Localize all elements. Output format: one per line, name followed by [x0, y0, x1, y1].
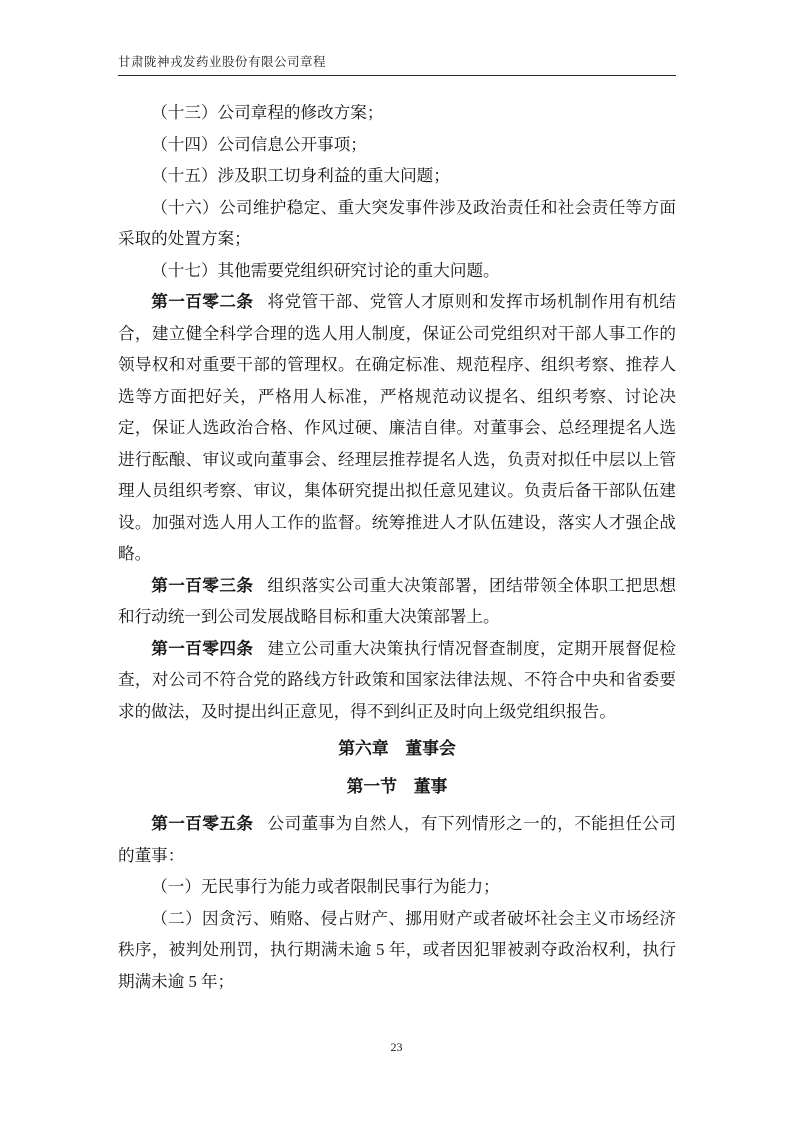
- list-item-17: （十七）其他需要党组织研究讨论的重大问题。: [151, 260, 500, 280]
- section-heading: 第一节 董事: [346, 776, 448, 796]
- article-103-number: 第一百零三条: [151, 575, 254, 595]
- list-item-13: （十三）公司章程的修改方案；: [151, 103, 384, 122]
- article-105-text: 公司董事为自然人，有下列情形之一的，不能担任公司的董事：: [118, 814, 677, 865]
- list-item-14: （十四）公司信息公开事项；: [151, 134, 367, 154]
- article-105-number: 第一百零五条: [151, 814, 254, 833]
- article-103-text: 组织落实公司重大决策部署，团结带领全体职工把思想和行动统一到公司发展战略目标和重大决策部署上。: [118, 575, 677, 626]
- sub-item-2: （二）因贪污、贿赂、侵占财产、挪用财产或者破坏社会主义市场经济秩序，被判处刑罚，执行期满未逾 5 年，或者因犯罪被剥夺政治权利，执行期满未逾 5 年；: [118, 908, 676, 991]
- article-104-paragraph: [118, 633, 676, 728]
- article-105-paragraph: [118, 808, 676, 871]
- list-item-15: （十五）涉及职工切身利益的重大问题；: [151, 166, 450, 185]
- article-103-paragraph: [118, 570, 676, 633]
- article-102-paragraph: [118, 286, 676, 570]
- article-104-text: 建立公司重大决策执行情况督查制度，定期开展督促检查，对公司不符合党的路线方针政策和国家法律法规、不符合中央和省委要求的做法，及时提出纠正意见，得不到纠正及时向上级党组织报告。: [118, 638, 677, 721]
- sub-item-1: （一）无民事行为能力或者限制民事行为能力；: [151, 877, 500, 896]
- article-102-number: 第一百零二条: [151, 292, 254, 311]
- list-item-16: （十六）公司维护稳定、重大突发事件涉及政治责任和社会责任等方面采取的处置方案；: [118, 197, 676, 248]
- article-104-number: 第一百零四条: [151, 638, 254, 658]
- chapter-heading: 第六章 董事会: [338, 739, 456, 758]
- document-body: [118, 97, 676, 997]
- article-102-text: 将党管干部、党管人才原则和发挥市场机制作用有机结合，建立健全科学合理的选人用人制度，保证公司党组织对干部人事工作的领导权和对重要干部的管理权。在确定标准、规范程序、组织考察、推荐人选等方面把好关，严格用人标准，严格规范动议提名、组织考察、讨论决定，保证人选政治合格、作风过硬、廉洁自律。对董事会、总经理提名人选进行酝酿、审议或向董事会、经理层推荐提名人选，负责对拟任中层以上管理人员组织考察、审议，集体研究提出拟任意见建议。负责后备干部队伍建设。加强对选人用人工作的监督。统筹推进人才队伍建设，落实人才强企战略。: [118, 292, 677, 563]
- header-title: 甘肃陇神戎发药业股份有限公司章程: [118, 55, 327, 69]
- page-header: [118, 52, 676, 76]
- page-footer: [0, 1038, 793, 1056]
- page-number: 23: [390, 1040, 403, 1054]
